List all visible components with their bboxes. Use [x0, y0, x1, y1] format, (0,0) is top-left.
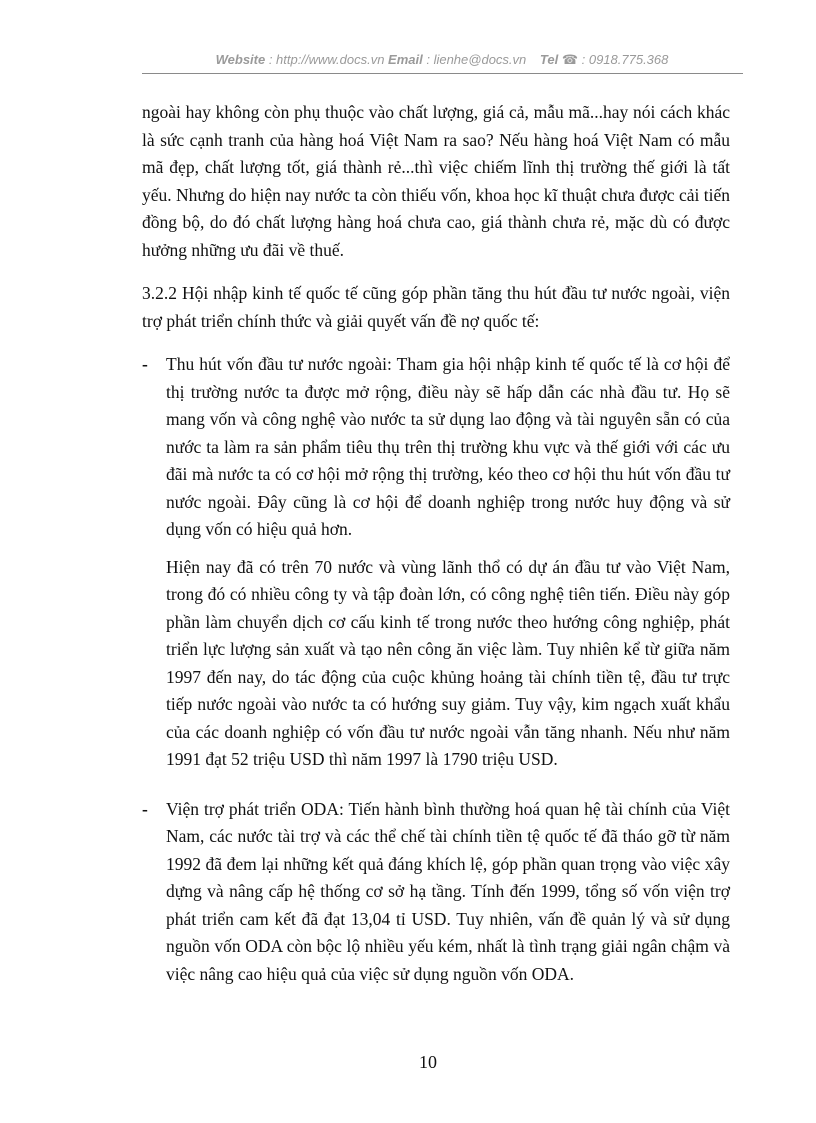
website-label: Website — [215, 52, 266, 67]
tel-value: ☎ : 0918.775.368 — [558, 52, 669, 67]
page-body — [142, 99, 730, 988]
email-label: Email — [388, 52, 423, 67]
email-value: : lienhe@docs.vn — [422, 52, 530, 67]
bullet-text: Viện trợ phát triển ODA: Tiến hành bình thường hoá quan hệ tài chính của Việt Nam, các nước tài trợ và các thể chế tài chính tiền tệ quốc tế đã tháo gỡ từ năm 1992 đã đem lại những kết quả đáng khích lệ, góp phần quan trọng vào việc xây dựng và nâng cấp hệ thống cơ sở hạ tầng. Tính đến 1999, tổng số vốn viện trợ phát triển cam kết đã đạt 13,04 tỉ USD. Tuy nhiên, vấn đề quản lý và sử dụng nguồn vốn ODA còn bộc lộ nhiều yếu kém, nhất là tình trạng giải ngân chậm và việc nâng cao hiệu quả của việc sử dụng nguồn vốn ODA. — [166, 798, 730, 984]
bullet-marker: - — [142, 798, 148, 819]
website-value: : http://www.docs.vn — [265, 52, 389, 67]
paragraph-continuation: ngoài hay không còn phụ thuộc vào chất lượng, giá cả, mẫu mã...hay nói cách khác là sức cạnh tranh của hàng hoá Việt Nam ra sao? Nếu hàng hoá Việt Nam có mẫu mã đẹp, chất lượng tốt, giá thành rẻ...thì việc chiếm lĩnh thị trường thế giới là tất yếu. Nhưng do hiện nay nước ta còn thiếu vốn, khoa học kĩ thuật chưa được cải tiến đồng bộ, do đó chất lượng hàng hoá chưa cao, giá thành chưa rẻ, mặc dù có được hưởng những ưu đãi về thuế. — [142, 102, 730, 260]
header-divider — [142, 73, 743, 74]
tel-label: Tel — [539, 52, 559, 67]
bullet-text: Thu hút vốn đầu tư nước ngoài: Tham gia hội nhập kinh tế quốc tế là cơ hội để thị trường nước ta được mở rộng, điều này sẽ hấp dẫn các nhà đầu tư. Họ sẽ mang vốn và công nghệ vào nước ta sử dụng lao động và tài nguyên sẵn có của nước ta làm ra sản phẩm tiêu thụ trên thị trường khu vực và thế giới với các ưu đãi mà nước ta có cơ hội mở rộng thị trường, kéo theo cơ hội thu hút vốn đầu tư nước ngoài. Đây cũng là cơ hội để doanh nghiệp trong nước huy động và sử dụng vốn có hiệu quả hơn. — [166, 354, 730, 539]
page-header — [142, 52, 742, 68]
bullet-marker: - — [142, 354, 148, 374]
section-heading: 3.2.2 Hội nhập kinh tế quốc tế cũng góp phần tăng thu hút đầu tư nước ngoài, viện trợ phát triển chính thức và giải quyết vấn đề nợ quốc tế: — [142, 283, 730, 331]
bullet-item-fdi — [142, 351, 730, 544]
page-number: 10 — [419, 1052, 437, 1072]
bullet-followup-paragraph: Hiện nay đã có trên 70 nước và vùng lãnh thổ có dự án đầu tư vào Việt Nam, trong đó có nhiều công ty và tập đoàn lớn, có công nghệ tiên tiến. Điều này góp phần làm chuyển dịch cơ cấu kinh tế trong nước theo hướng công nghiệp, phát triển lực lượng sản xuất và tạo nên công ăn việc làm. Tuy nhiên kể từ giữa năm 1997 đến nay, do tác động của cuộc khủng hoảng tài chính tiền tệ, đầu tư trực tiếp nước ngoài vào nước ta có hướng suy giảm. Tuy vậy, kim ngạch xuất khẩu của các doanh nghiệp có vốn đầu tư nước ngoài vẫn tăng nhanh. Nếu như năm 1991 đạt 52 triệu USD thì năm 1997 là 1790 triệu USD. — [166, 556, 730, 769]
bullet-item-oda — [142, 796, 730, 989]
